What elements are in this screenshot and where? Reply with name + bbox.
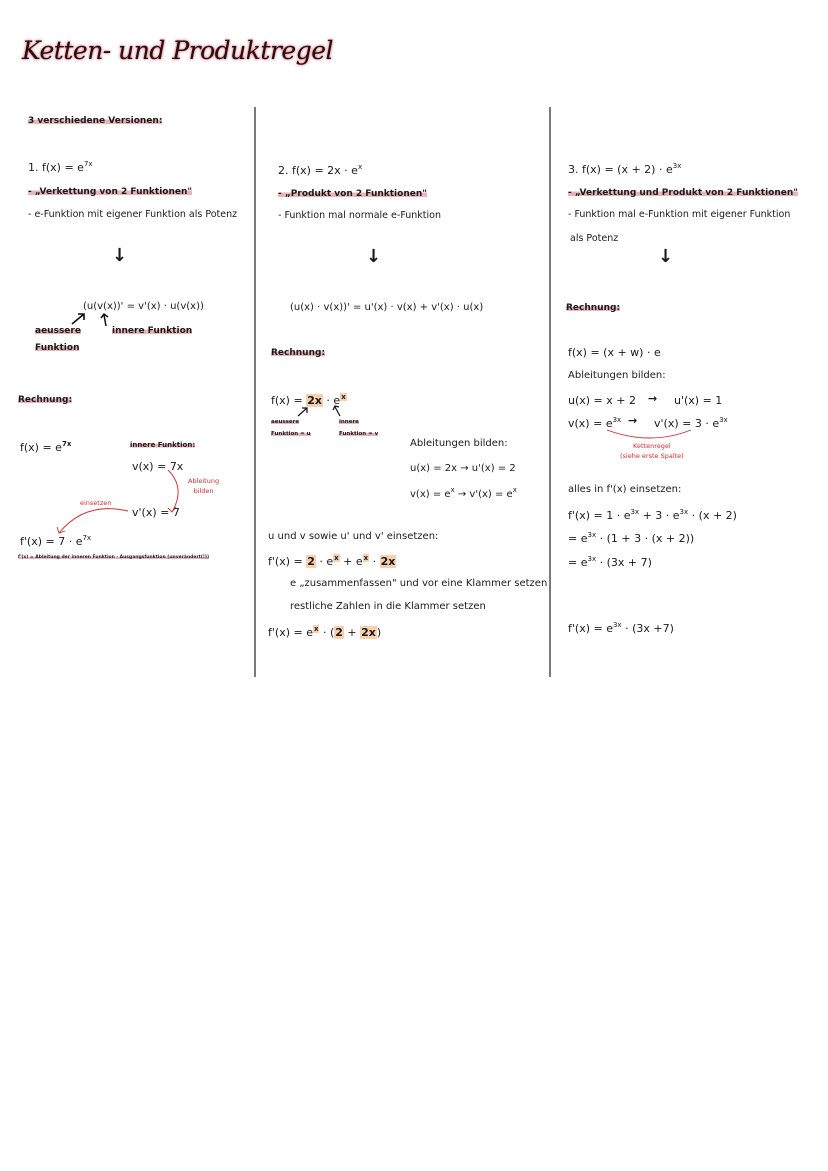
curved-bracket-icon (605, 428, 695, 442)
col1-vx: v(x) = 7x (132, 460, 184, 473)
col3-vx: $v(x) = e^{3x}$ (568, 416, 622, 430)
col2-fprime-1: $f'(x) = 2 \cdot e^x + e^x \cdot 2x$ (268, 554, 396, 568)
col1-label-inner: innere Funktion (112, 326, 193, 336)
col2-bullet-1: - „Produkt von 2 Funktionen" (278, 189, 427, 199)
arrow-down-icon: ↓ (112, 245, 128, 266)
col1-chain-rule-formula: (u(v(x))' = v'(x) · u(v(x)) (83, 301, 204, 312)
page-title: Ketten- und Produktregel (22, 36, 333, 65)
col3-line-2: = $e^{3x} \cdot (1 + 3 \cdot (x + 2))$ (568, 531, 695, 545)
col2-product-rule-formula: (u(x) · v(x))' = u'(x) · v(x) + v'(x) · u(x) (290, 302, 484, 313)
col3-vprime: $v'(x) = 3 \cdot e^{3x}$ (654, 416, 728, 430)
arrow-up-right-icon (70, 312, 90, 326)
col2-step-1: e „zusammenfassen" und vor eine Klammer setzen (290, 578, 548, 589)
col3-rechnung-heading: Rechnung: (566, 303, 621, 313)
col2-label-v-1: innere (339, 419, 359, 425)
col1-ableitung-note: Ableitung bilden (188, 477, 220, 495)
col2-label-u-1: aeussere (271, 419, 300, 425)
col3-ux: u(x) = x + 2 (568, 394, 636, 407)
col3-final: $f'(x) = e^{3x} \cdot (3x +7)$ (568, 621, 674, 635)
arrow-up-icon (100, 313, 112, 327)
col1-einsetzen-note: einsetzen (80, 499, 112, 507)
arrow-up-icon (332, 405, 344, 417)
col1-vprime: v'(x) = 7 (132, 506, 180, 519)
col1-heading: 1. $f(x) = e^{7x}$ (28, 160, 93, 174)
column-divider-2 (549, 107, 551, 677)
col3-bullet-1: - „Verkettung und Produkt von 2 Funktionen" (568, 188, 798, 198)
col3-bullet-2: - Funktion mal e-Funktion mit eigener Funktion (568, 209, 791, 220)
col3-line-3: = $e^{3x} \cdot (3x + 7)$ (568, 555, 652, 569)
col1-fprime: $f'(x) = 7 \cdot e^{7x}$ (20, 534, 92, 548)
col2-label-v-2: Funktion = v (339, 431, 379, 437)
col1-note: f'(x) = Ableitung der inneren Funktion · Ausgangsfunktion (unverändert(!)) (18, 555, 210, 560)
col2-heading: 2. $f(x) = 2x \cdot e^x$ (278, 163, 363, 177)
col2-rechnung-heading: Rechnung: (271, 348, 326, 358)
column-divider-1 (254, 107, 256, 677)
col3-kettenregel-note: Kettenregel (siehe erste Spalte) (620, 442, 684, 460)
col3-ableitungen-heading: Ableitungen bilden: (568, 370, 666, 381)
col2-fx: $f(x) = 2x \cdot e^x$ (271, 393, 346, 407)
col2-fprime-2: $f'(x) = e^x \cdot (2 + 2x)$ (268, 625, 382, 639)
arrow-down-icon: ↓ (658, 246, 674, 267)
col3-heading: 3. $f(x) = (x + 2) \cdot e^{3x}$ (568, 162, 682, 176)
arrow-right-icon: → (648, 392, 658, 405)
col3-alles-label: alles in f'(x) einsetzen: (568, 484, 682, 495)
col1-label-outer-1: aeussere (35, 326, 81, 336)
col1-bullet-1: - „Verkettung von 2 Funktionen" (28, 187, 193, 197)
col3-uprime: u'(x) = 1 (674, 394, 723, 407)
arrow-down-icon: ↓ (366, 246, 382, 267)
intro-label: 3 verschiedene Versionen: (28, 116, 163, 126)
col2-step-2: restliche Zahlen in die Klammer setzen (290, 601, 486, 612)
col3-fx: f(x) = (x + w) · e (568, 346, 661, 359)
col1-fx: $f(x) = e^{7x}$ (20, 440, 72, 454)
col2-ux: u(x) = 2x → u'(x) = 2 (410, 463, 516, 474)
col1-bullet-2: - e-Funktion mit eigener Funktion als Potenz (28, 209, 238, 220)
curved-arrow-left-icon (55, 505, 130, 537)
col2-label-u-2: Funktion = u (271, 431, 311, 437)
arrow-right-icon: → (628, 414, 638, 427)
arrow-up-right-icon (296, 406, 310, 418)
col2-vx: $v(x) = e^x \to v'(x) = e^x$ (410, 486, 517, 500)
col3-bullet-2b: als Potenz (570, 233, 619, 244)
col1-label-outer-2: Funktion (35, 343, 80, 353)
col3-line-1: $f'(x) = 1 \cdot e^{3x} + 3 \cdot e^{3x} \cdot (x + 2)$ (568, 508, 737, 522)
col2-einsetzen-label: u und v sowie u' und v' einsetzen: (268, 531, 439, 542)
col2-bullet-2: - Funktion mal normale e-Funktion (278, 210, 441, 221)
col1-inner-label: innere Funktion: (130, 441, 196, 449)
col2-ableitungen-heading: Ableitungen bilden: (410, 438, 508, 449)
col1-rechnung-heading: Rechnung: (18, 395, 73, 405)
